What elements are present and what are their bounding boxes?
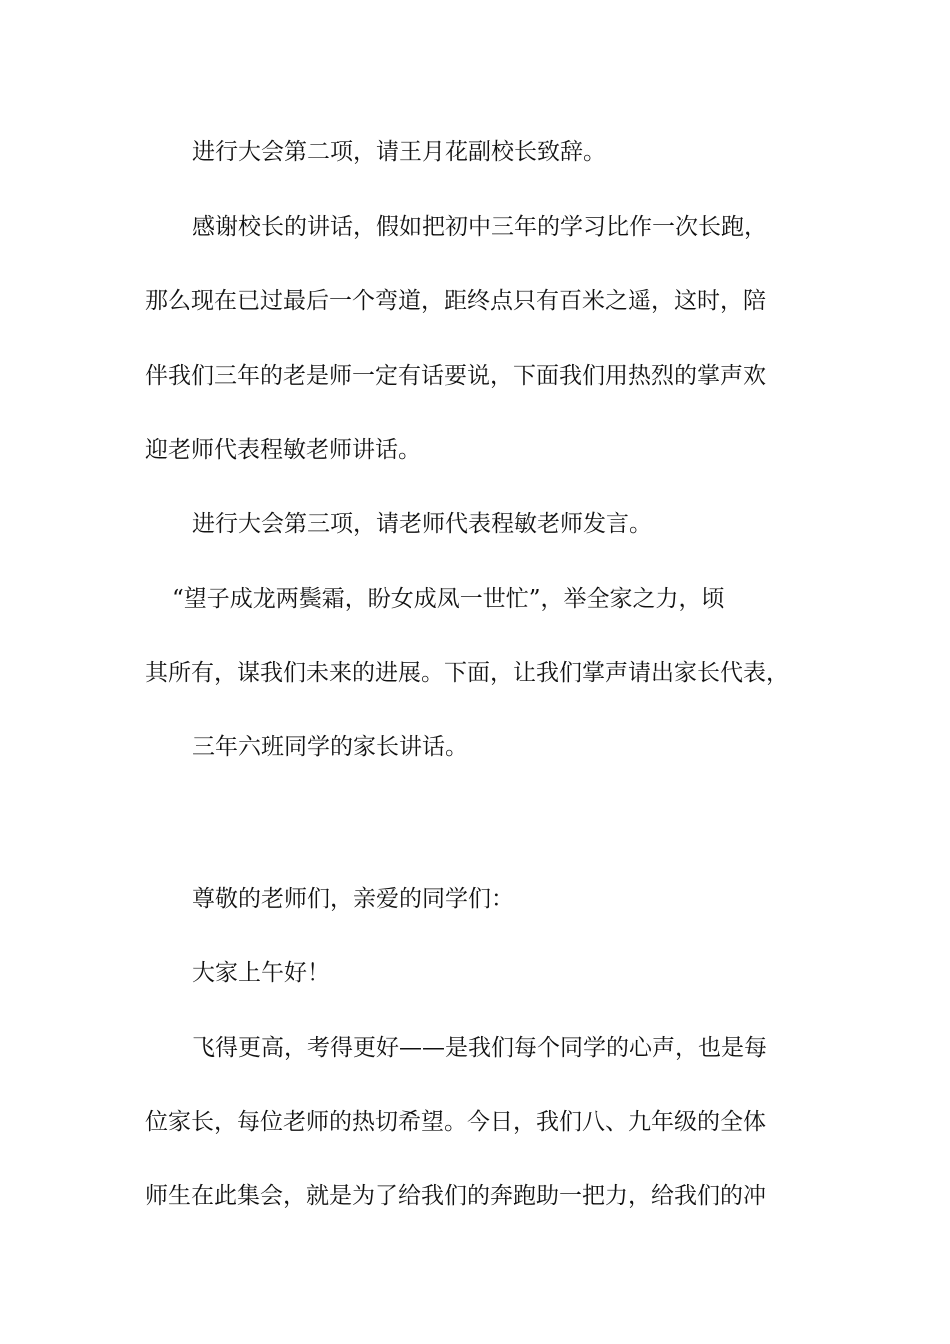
greeting: 大家上午好！ <box>192 960 330 986</box>
paragraph-line: 师生在此集会，就是为了给我们的奔跑助一把力，给我们的冲 <box>145 1183 766 1209</box>
paragraph-line: 飞得更高，考得更好——是我们每个同学的心声，也是每 <box>192 1035 767 1061</box>
paragraph-line: 那么现在已过最后一个弯道，距终点只有百米之遥，这时，陪 <box>145 288 766 314</box>
paragraph-line: 位家长，每位老师的热切希望。今日，我们八、九年级的全体 <box>145 1109 766 1135</box>
paragraph-line: 三年六班同学的家长讲话。 <box>192 734 468 760</box>
paragraph-line: 伴我们三年的老是师一定有话要说，下面我们用热烈的掌声欢 <box>145 363 766 389</box>
paragraph-line: 进行大会第二项，请王月花副校长致辞。 <box>192 139 606 165</box>
paragraph-line: 迎老师代表程敏老师讲话。 <box>145 437 421 463</box>
paragraph-line: 进行大会第三项，请老师代表程敏老师发言。 <box>192 511 652 537</box>
paragraph-line: 感谢校长的讲话，假如把初中三年的学习比作一次长跑， <box>192 214 767 240</box>
paragraph-line: 其所有，谋我们未来的进展。下面，让我们掌声请出家长代表， <box>145 660 789 686</box>
salutation: 尊敬的老师们，亲爱的同学们： <box>192 886 514 912</box>
paragraph-line: “望子成龙两鬓霜，盼女成凤一世忙”，举全家之力，顷 <box>172 586 725 612</box>
